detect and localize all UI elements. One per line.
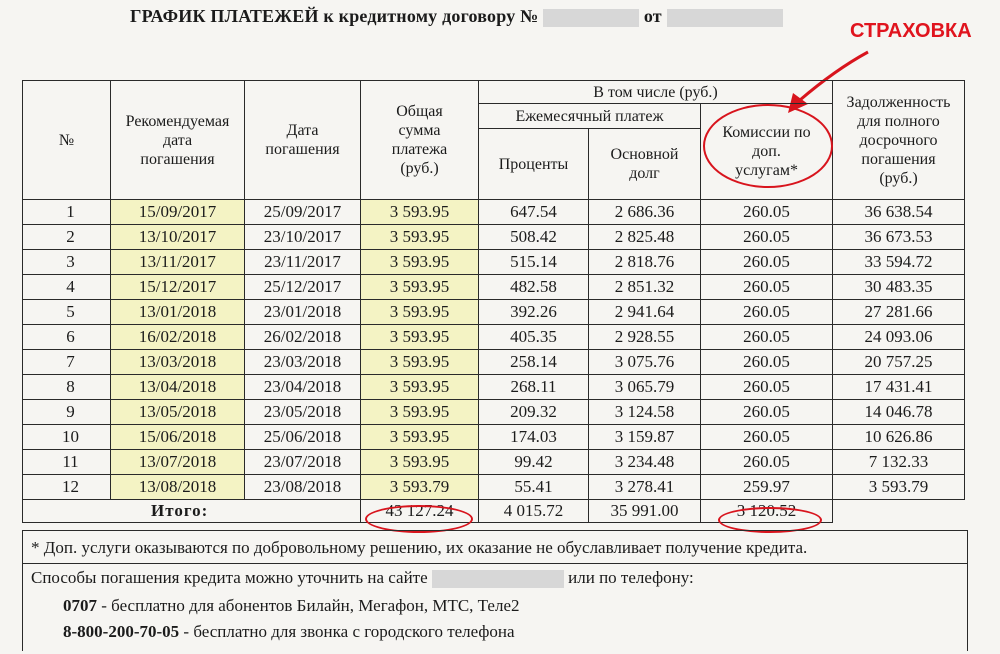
row-number: 10 xyxy=(23,425,111,450)
row-number: 9 xyxy=(23,400,111,425)
principal-cell: 3 124.58 xyxy=(589,400,701,425)
principal-cell: 3 065.79 xyxy=(589,375,701,400)
row-number: 7 xyxy=(23,350,111,375)
table-row xyxy=(23,250,965,275)
payment-date-cell: 23/08/2018 xyxy=(245,475,361,500)
table-row xyxy=(23,375,965,400)
total-payment-cell: 3 593.95 xyxy=(361,275,479,300)
total-payment-cell: 3 593.79 xyxy=(361,475,479,500)
table-row xyxy=(23,475,965,500)
interest-cell: 209.32 xyxy=(479,400,589,425)
debt-cell: 3 593.79 xyxy=(833,475,965,500)
total-payment-cell: 3 593.95 xyxy=(361,250,479,275)
interest-cell: 405.35 xyxy=(479,325,589,350)
recommended-date-cell: 15/06/2018 xyxy=(111,425,245,450)
header-date-line1: Дата xyxy=(286,122,319,139)
row-number: 2 xyxy=(23,225,111,250)
principal-cell: 3 234.48 xyxy=(589,450,701,475)
row-number: 5 xyxy=(23,300,111,325)
interest-cell: 99.42 xyxy=(479,450,589,475)
principal-cell: 2 941.64 xyxy=(589,300,701,325)
debt-cell: 17 431.41 xyxy=(833,375,965,400)
schedule-body xyxy=(23,200,965,523)
row-number: 8 xyxy=(23,375,111,400)
recommended-date-cell: 13/10/2017 xyxy=(111,225,245,250)
totals-empty-cell xyxy=(833,500,965,523)
header-principal-line2: долг xyxy=(629,165,660,182)
interest-cell: 392.26 xyxy=(479,300,589,325)
total-payment-cell: 3 593.95 xyxy=(361,225,479,250)
repayment-info-block xyxy=(22,563,968,651)
interest-cell: 647.54 xyxy=(479,200,589,225)
payment-date-cell: 23/01/2018 xyxy=(245,300,361,325)
interest-cell: 268.11 xyxy=(479,375,589,400)
commission-cell: 260.05 xyxy=(701,325,833,350)
commission-cell: 260.05 xyxy=(701,450,833,475)
debt-cell: 27 281.66 xyxy=(833,300,965,325)
commission-cell: 260.05 xyxy=(701,250,833,275)
redacted-website xyxy=(432,570,564,588)
payment-date-cell: 23/07/2018 xyxy=(245,450,361,475)
header-number: № xyxy=(23,81,111,200)
debt-cell: 36 673.53 xyxy=(833,225,965,250)
header-debt-line1: Задолженность xyxy=(846,93,951,111)
commission-cell: 260.05 xyxy=(701,350,833,375)
total-payment-cell: 3 593.95 xyxy=(361,300,479,325)
payment-date-cell: 23/04/2018 xyxy=(245,375,361,400)
principal-cell: 2 825.48 xyxy=(589,225,701,250)
header-debt-line2: для полного xyxy=(857,112,940,130)
row-number: 3 xyxy=(23,250,111,275)
header-total-payment xyxy=(361,81,479,200)
debt-cell: 24 093.06 xyxy=(833,325,965,350)
phone-line-mobile xyxy=(63,596,520,616)
payment-date-cell: 23/11/2017 xyxy=(245,250,361,275)
recommended-date-cell: 15/09/2017 xyxy=(111,200,245,225)
row-number: 12 xyxy=(23,475,111,500)
table-row xyxy=(23,300,965,325)
header-commission-line3: услугам* xyxy=(735,162,798,179)
row-number: 4 xyxy=(23,275,111,300)
header-principal-line1: Основной xyxy=(610,146,679,163)
principal-cell: 2 686.36 xyxy=(589,200,701,225)
totals-row xyxy=(23,500,965,523)
recommended-date-cell: 13/08/2018 xyxy=(111,475,245,500)
total-payment-cell: 3 593.95 xyxy=(361,200,479,225)
recommended-date-cell: 15/12/2017 xyxy=(111,275,245,300)
header-total-line2: сумма xyxy=(398,122,441,139)
header-total-line4: (руб.) xyxy=(400,160,439,177)
totals-label: Итого: xyxy=(23,500,361,523)
commission-cell: 260.05 xyxy=(701,375,833,400)
debt-cell: 7 132.33 xyxy=(833,450,965,475)
phone-free-number: 8-800-200-70-05 xyxy=(63,622,180,641)
header-recommended-date xyxy=(111,81,245,200)
commission-header-highlight xyxy=(703,104,833,188)
row-number: 11 xyxy=(23,450,111,475)
debt-cell: 10 626.86 xyxy=(833,425,965,450)
title-text: ГРАФИК ПЛАТЕЖЕЙ к кредитному договору № xyxy=(130,6,539,26)
row-number: 6 xyxy=(23,325,111,350)
principal-cell: 3 075.76 xyxy=(589,350,701,375)
header-including: В том числе (руб.) xyxy=(479,81,833,104)
header-commission-line2: доп. xyxy=(752,143,781,160)
payment-date-cell: 25/12/2017 xyxy=(245,275,361,300)
payment-date-cell: 25/06/2018 xyxy=(245,425,361,450)
principal-cell: 2 818.76 xyxy=(589,250,701,275)
debt-cell: 30 483.35 xyxy=(833,275,965,300)
repayment-prefix: Способы погашения кредита можно уточнить на сайте xyxy=(31,568,428,587)
totals-commission: 3 120.52 xyxy=(701,500,833,523)
total-payment-cell: 3 593.95 xyxy=(361,350,479,375)
totals-payment-highlight xyxy=(365,505,473,533)
interest-cell: 515.14 xyxy=(479,250,589,275)
payment-date-cell: 23/03/2018 xyxy=(245,350,361,375)
commission-cell: 260.05 xyxy=(701,425,833,450)
table-row xyxy=(23,275,965,300)
table-row xyxy=(23,425,965,450)
payment-date-cell: 26/02/2018 xyxy=(245,325,361,350)
payment-date-cell: 23/10/2017 xyxy=(245,225,361,250)
debt-cell: 36 638.54 xyxy=(833,200,965,225)
footnote: * Доп. услуги оказываются по добровольному решению, их оказание не обуславливает получение кредита. xyxy=(22,530,968,564)
header-recommended-line2: дата xyxy=(162,131,193,149)
repayment-methods-line xyxy=(31,568,694,588)
principal-cell: 2 851.32 xyxy=(589,275,701,300)
header-commission-line1: Комиссии по xyxy=(722,124,811,141)
title-from: от xyxy=(643,6,662,26)
commission-cell: 260.05 xyxy=(701,300,833,325)
table-row xyxy=(23,325,965,350)
principal-cell: 2 928.55 xyxy=(589,325,701,350)
commission-cell: 260.05 xyxy=(701,225,833,250)
table-row xyxy=(23,225,965,250)
commission-cell: 259.97 xyxy=(701,475,833,500)
payment-date-cell: 23/05/2018 xyxy=(245,400,361,425)
header-monthly-payment: Ежемесячный платеж xyxy=(479,104,701,129)
row-number: 1 xyxy=(23,200,111,225)
phone-short-number: 0707 xyxy=(63,596,97,615)
phone-free-description: - бесплатно для звонка с городского телефона xyxy=(179,622,515,641)
header-date-line2: погашения xyxy=(265,141,340,158)
header-principal xyxy=(589,129,701,200)
header-remaining-debt xyxy=(833,81,965,200)
recommended-date-cell: 13/05/2018 xyxy=(111,400,245,425)
commission-cell: 260.05 xyxy=(701,275,833,300)
header-recommended-line1: Рекомендуемая xyxy=(125,112,230,130)
totals-interest: 4 015.72 xyxy=(479,500,589,523)
interest-cell: 508.42 xyxy=(479,225,589,250)
total-payment-cell: 3 593.95 xyxy=(361,325,479,350)
table-row xyxy=(23,200,965,225)
header-debt-line4: погашения xyxy=(861,150,936,168)
recommended-date-cell: 13/03/2018 xyxy=(111,350,245,375)
interest-cell: 482.58 xyxy=(479,275,589,300)
recommended-date-cell: 13/07/2018 xyxy=(111,450,245,475)
debt-cell: 14 046.78 xyxy=(833,400,965,425)
header-debt-line3: досрочного xyxy=(859,131,938,149)
interest-cell: 174.03 xyxy=(479,425,589,450)
totals-principal: 35 991.00 xyxy=(589,500,701,523)
header-total-line3: платежа xyxy=(391,141,448,158)
table-row xyxy=(23,450,965,475)
header-payment-date xyxy=(245,81,361,200)
principal-cell: 3 159.87 xyxy=(589,425,701,450)
total-payment-cell: 3 593.95 xyxy=(361,375,479,400)
commission-cell: 260.05 xyxy=(701,400,833,425)
commission-cell: 260.05 xyxy=(701,200,833,225)
interest-cell: 258.14 xyxy=(479,350,589,375)
phone-line-landline xyxy=(63,622,515,642)
recommended-date-cell: 16/02/2018 xyxy=(111,325,245,350)
insurance-annotation: СТРАХОВКА xyxy=(850,20,972,42)
principal-cell: 3 278.41 xyxy=(589,475,701,500)
total-payment-cell: 3 593.95 xyxy=(361,400,479,425)
table-row xyxy=(23,350,965,375)
debt-cell: 33 594.72 xyxy=(833,250,965,275)
header-total-line1: Общая xyxy=(396,103,443,120)
recommended-date-cell: 13/11/2017 xyxy=(111,250,245,275)
phone-short-description: - бесплатно для абонентов Билайн, Мегафон, МТС, Теле2 xyxy=(97,596,520,615)
totals-payment: 43 127.24 xyxy=(361,500,479,523)
interest-cell: 55.41 xyxy=(479,475,589,500)
payment-date-cell: 25/09/2017 xyxy=(245,200,361,225)
recommended-date-cell: 13/04/2018 xyxy=(111,375,245,400)
recommended-date-cell: 13/01/2018 xyxy=(111,300,245,325)
header-debt-line5: (руб.) xyxy=(879,169,918,187)
total-payment-cell: 3 593.95 xyxy=(361,425,479,450)
header-interest: Проценты xyxy=(479,129,589,200)
total-payment-cell: 3 593.95 xyxy=(361,450,479,475)
header-recommended-line3: погашения xyxy=(140,150,215,168)
repayment-suffix: или по телефону: xyxy=(568,568,694,587)
debt-cell: 20 757.25 xyxy=(833,350,965,375)
table-row xyxy=(23,400,965,425)
